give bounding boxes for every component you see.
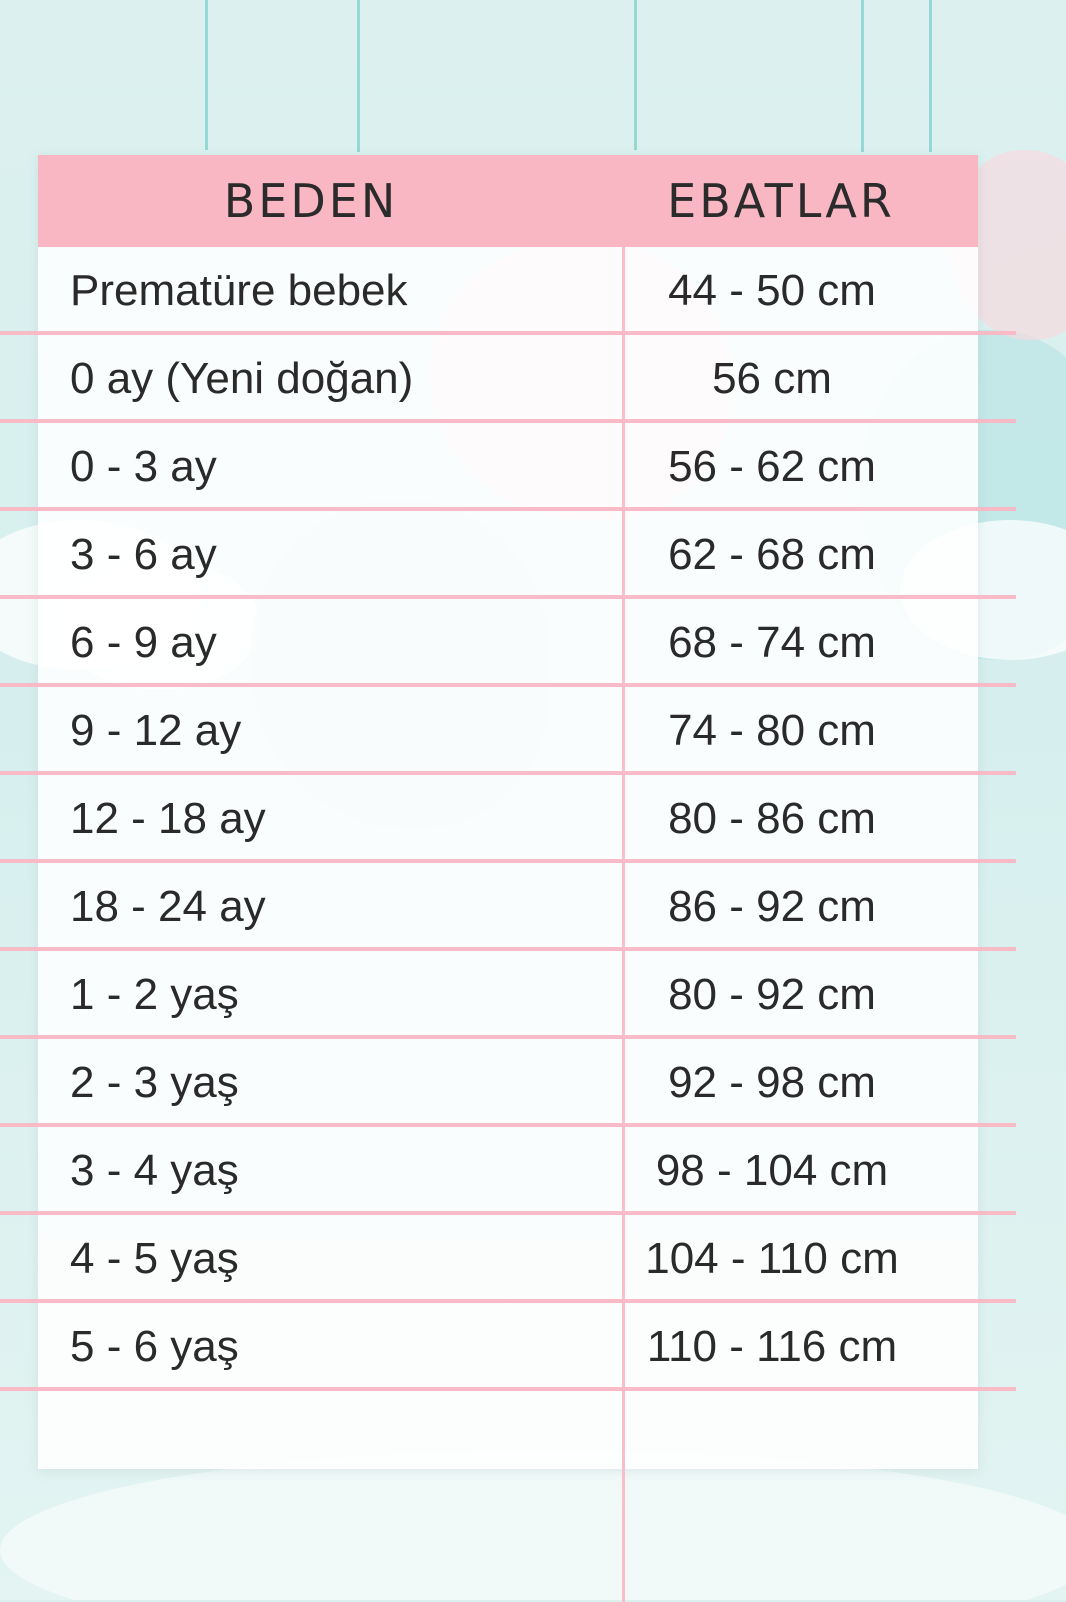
- cell-size: 1 - 2 yaş: [70, 970, 239, 1019]
- hanger-line: [929, 0, 932, 152]
- table-row: [38, 423, 978, 511]
- cell-measurement: 56 cm: [712, 354, 832, 403]
- cloud-shape: [0, 1450, 1066, 1600]
- cell-size: 3 - 4 yaş: [70, 1146, 239, 1195]
- cell-size: 5 - 6 yaş: [70, 1322, 239, 1371]
- table-row: [38, 335, 978, 423]
- cell-measurement: 68 - 74 cm: [668, 618, 876, 667]
- cell-size: 12 - 18 ay: [70, 794, 266, 843]
- table-row: [38, 1303, 978, 1391]
- table-row: [38, 247, 978, 335]
- table-row: [38, 775, 978, 863]
- cell-measurement: 80 - 92 cm: [668, 970, 876, 1019]
- size-chart-card: [38, 155, 978, 1469]
- cell-size: 0 ay (Yeni doğan): [70, 354, 414, 403]
- cell-measurement: 44 - 50 cm: [668, 266, 876, 315]
- table-row: [38, 511, 978, 599]
- column-header-beden: BEDEN: [223, 174, 399, 228]
- table-row: [38, 1039, 978, 1127]
- cell-measurement: 74 - 80 cm: [668, 706, 876, 755]
- cell-measurement: 110 - 116 cm: [646, 1322, 898, 1371]
- cell-measurement: 62 - 68 cm: [668, 530, 876, 579]
- table-row: [38, 599, 978, 687]
- cell-size: Prematüre bebek: [70, 266, 408, 315]
- table-row: [38, 687, 978, 775]
- hanger-line: [357, 0, 360, 152]
- hanger-line: [861, 0, 864, 152]
- hanger-line: [634, 0, 637, 150]
- cell-size: 3 - 6 ay: [70, 530, 217, 579]
- cell-measurement: 98 - 104 cm: [655, 1146, 889, 1195]
- table-row: [38, 951, 978, 1039]
- column-header-ebatlar: EBATLAR: [667, 174, 895, 228]
- cell-size: 6 - 9 ay: [70, 618, 217, 667]
- cell-size: 0 - 3 ay: [70, 442, 217, 491]
- cell-size: 18 - 24 ay: [70, 882, 266, 931]
- card-footer-spacer: [38, 1391, 978, 1469]
- table-row: [38, 1215, 978, 1303]
- hanger-line: [205, 0, 208, 150]
- cell-measurement: 80 - 86 cm: [668, 794, 876, 843]
- cell-size: 4 - 5 yaş: [70, 1234, 239, 1283]
- table-row: [38, 863, 978, 951]
- cell-measurement: 86 - 92 cm: [668, 882, 876, 931]
- table-header-row: [38, 155, 978, 247]
- cell-measurement: 56 - 62 cm: [668, 442, 876, 491]
- table-row: [38, 1127, 978, 1215]
- cell-measurement: 92 - 98 cm: [668, 1058, 876, 1107]
- cell-size: 9 - 12 ay: [70, 706, 242, 755]
- cell-size: 2 - 3 yaş: [70, 1058, 239, 1107]
- cell-measurement: 104 - 110 cm: [645, 1234, 899, 1283]
